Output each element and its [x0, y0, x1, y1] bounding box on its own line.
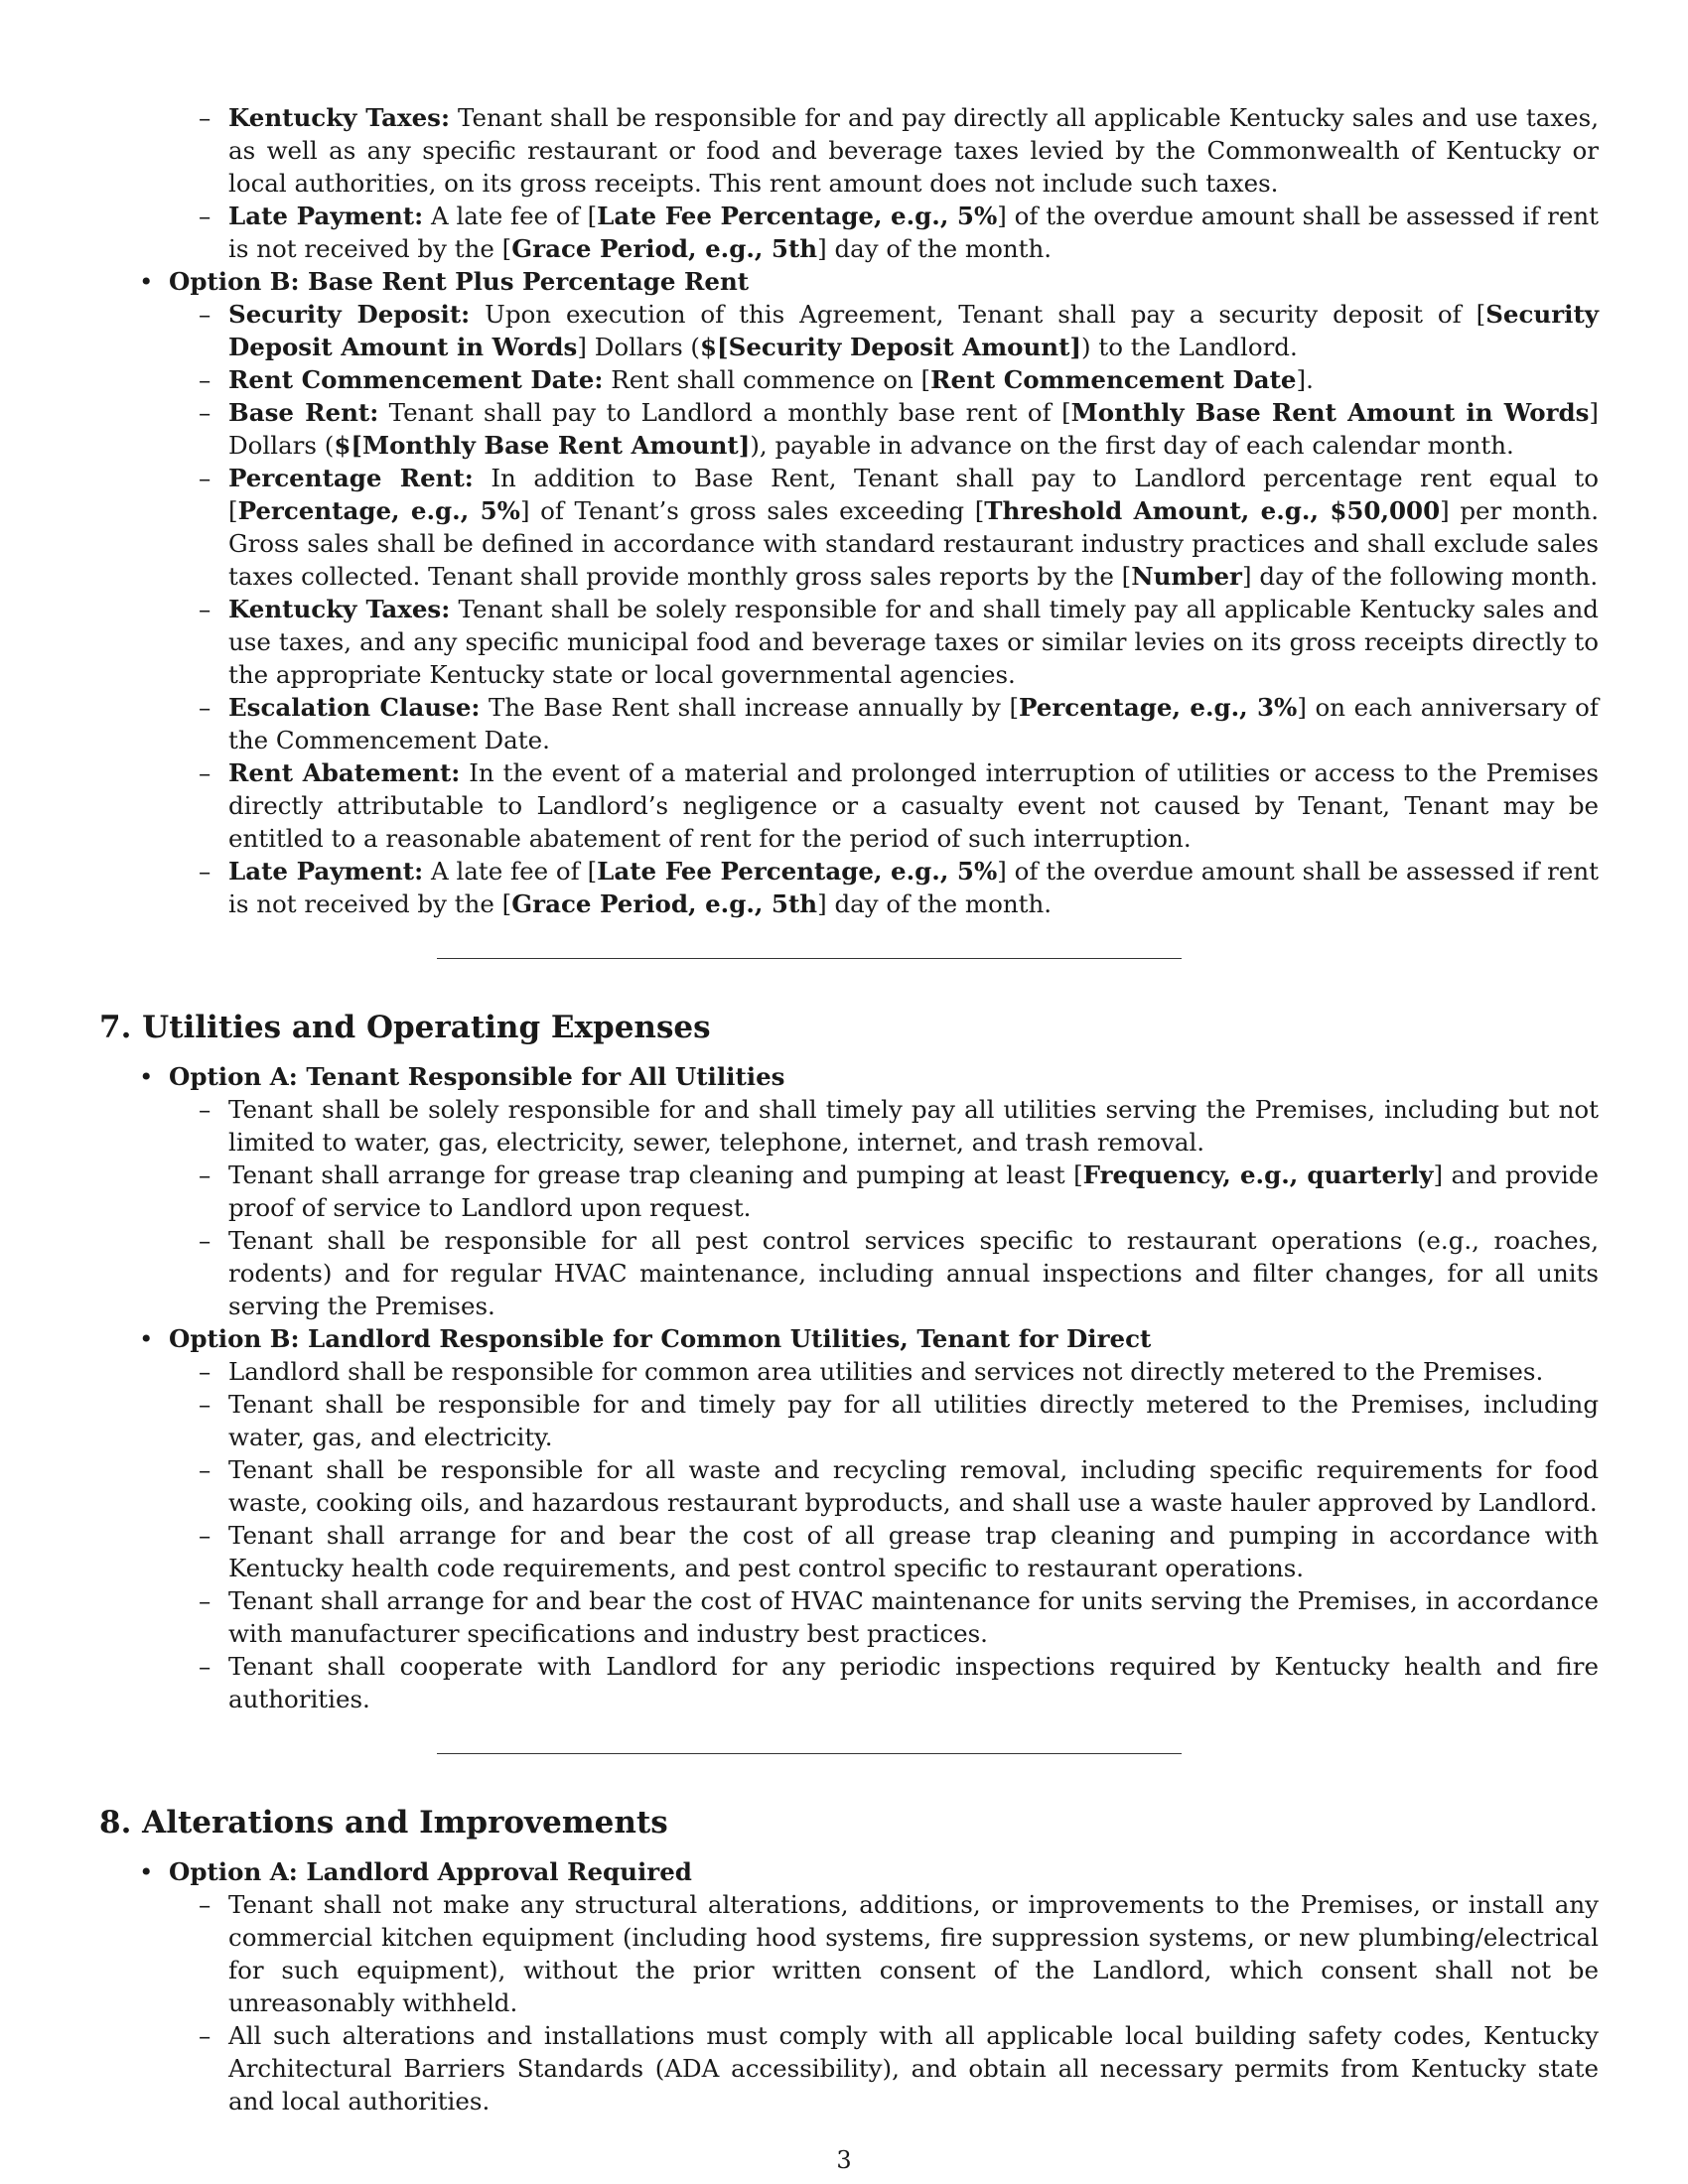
list-item: – Tenant shall arrange for grease trap cleaning and pumping at least [Frequency, e.g., quarterly] and provide proof of service to Landlord upon request.: [228, 1159, 1599, 1224]
option-b-utilities: [169, 1322, 1599, 1715]
option-a-rent-items: [99, 101, 1599, 265]
option-title: • Option A: Landlord Approval Required: [169, 1857, 692, 1886]
option-a-utilities: [169, 1060, 1599, 1322]
section-divider: [437, 1753, 1182, 1754]
list-item: – Rent Commencement Date: Rent shall commence on [Rent Commencement Date].: [228, 363, 1599, 396]
option-b-rent-items: [169, 298, 1599, 920]
list-item: – Kentucky Taxes: Tenant shall be solely responsible for and shall timely pay all applicable Kentucky sales and use taxes, and any specific municipal food and beverage taxes or similar levies on its gross receipts directly to the appropriate Kentucky state or local governmental agencies.: [228, 593, 1599, 691]
list-item: – Base Rent: Tenant shall pay to Landlord a monthly base rent of [Monthly Base Rent Amount in Words] Dollars ($[Monthly Base Rent Amount]), payable in advance on the first day of each calendar month.: [228, 396, 1599, 462]
list-item: – Tenant shall be solely responsible for and shall timely pay all utilities serving the Premises, including but not limited to water, gas, electricity, sewer, telephone, internet, and trash removal.: [228, 1093, 1599, 1159]
list-item: – Rent Abatement: In the event of a material and prolonged interruption of utilities or access to the Premises directly attributable to Landlord’s negligence or a casualty event not caused by Tenant, Tenant may be entitled to a reasonable abatement of rent for the period of such interruption.: [228, 756, 1599, 855]
rent-options: [99, 265, 1599, 920]
list-item: – Percentage Rent: In addition to Base Rent, Tenant shall pay to Landlord percentage rent equal to [Percentage, e.g., 5%] of Tenant’s gross sales exceeding [Threshold Amount, e.g., $50,000] per month. Gross sales shall be defined in accordance with standard restaurant industry practices and shall exclude sales taxes collected. Tenant shall provide monthly gross sales reports by the [Number] day of the following month.: [228, 462, 1599, 593]
page-number: 3: [836, 2146, 852, 2174]
list-item: – Security Deposit: Upon execution of this Agreement, Tenant shall pay a security deposit of [Security Deposit Amount in Words] Dollars ($[Security Deposit Amount]) to the Landlord.: [228, 298, 1599, 363]
list-item: – Tenant shall not make any structural alterations, additions, or improvements to the Premises, or install any commercial kitchen equipment (including hood systems, fire suppression systems, or new plumbing/electrical for such equipment), without the prior written consent of the Landlord, which consent shall not be unreasonably withheld.: [228, 1888, 1599, 2019]
list-item: – Tenant shall be responsible for all waste and recycling removal, including specific requirements for food waste, cooking oils, and hazardous restaurant byproducts, and shall use a waste hauler approved by Landlord.: [228, 1453, 1599, 1519]
list-item: – All such alterations and installations must comply with all applicable local building safety codes, Kentucky Architectural Barriers Standards (ADA accessibility), and obtain all necessary permits from Kentucky state and local authorities.: [228, 2019, 1599, 2117]
section-7-options: [99, 1060, 1599, 1715]
option-title: • Option A: Tenant Responsible for All Utilities: [169, 1062, 785, 1091]
option-title: • Option B: Base Rent Plus Percentage Rent: [169, 267, 750, 296]
option-a-utilities-items: [169, 1093, 1599, 1322]
page-content: [99, 101, 1599, 2117]
list-item: – Tenant shall arrange for and bear the cost of all grease trap cleaning and pumping in accordance with Kentucky health code requirements, and pest control specific to restaurant operations.: [228, 1519, 1599, 1584]
list-item: – Kentucky Taxes: Tenant shall be responsible for and pay directly all applicable Kentucky sales and use taxes, as well as any specific restaurant or food and beverage taxes levied by the Commonwealth of Kentucky or local authorities, on its gross receipts. This rent amount does not include such taxes.: [228, 101, 1599, 200]
option-b-utilities-items: [169, 1355, 1599, 1715]
option-a-alterations: [169, 1855, 1599, 2117]
option-a-alterations-items: [169, 1888, 1599, 2117]
section-divider: [437, 958, 1182, 959]
list-item: – Tenant shall arrange for and bear the cost of HVAC maintenance for units serving the Premises, in accordance with manufacturer specifications and industry best practices.: [228, 1584, 1599, 1650]
option-b-rent: [169, 265, 1599, 920]
list-item: – Escalation Clause: The Base Rent shall increase annually by [Percentage, e.g., 3%] on each anniversary of the Commencement Date.: [228, 691, 1599, 756]
list-item: – Late Payment: A late fee of [Late Fee Percentage, e.g., 5%] of the overdue amount shall be assessed if rent is not received by the [Grace Period, e.g., 5th] day of the month.: [228, 855, 1599, 920]
list-item: – Tenant shall cooperate with Landlord for any periodic inspections required by Kentucky health and fire authorities.: [228, 1650, 1599, 1715]
list-item: – Tenant shall be responsible for all pest control services specific to restaurant operations (e.g., roaches, rodents) and for regular HVAC maintenance, including annual inspections and filter changes, for all units serving the Premises.: [228, 1224, 1599, 1322]
section-8-heading: 8. Alterations and Improvements: [99, 1805, 668, 1841]
section-8-options: [99, 1855, 1599, 2117]
list-item: – Tenant shall be responsible for and timely pay for all utilities directly metered to the Premises, including water, gas, and electricity.: [228, 1388, 1599, 1453]
option-title: • Option B: Landlord Responsible for Common Utilities, Tenant for Direct: [169, 1324, 1152, 1353]
list-item: – Landlord shall be responsible for common area utilities and services not directly metered to the Premises.: [228, 1355, 1599, 1388]
list-item: – Late Payment: A late fee of [Late Fee Percentage, e.g., 5%] of the overdue amount shall be assessed if rent is not received by the [Grace Period, e.g., 5th] day of the month.: [228, 200, 1599, 265]
section-7-heading: 7. Utilities and Operating Expenses: [99, 1010, 711, 1045]
